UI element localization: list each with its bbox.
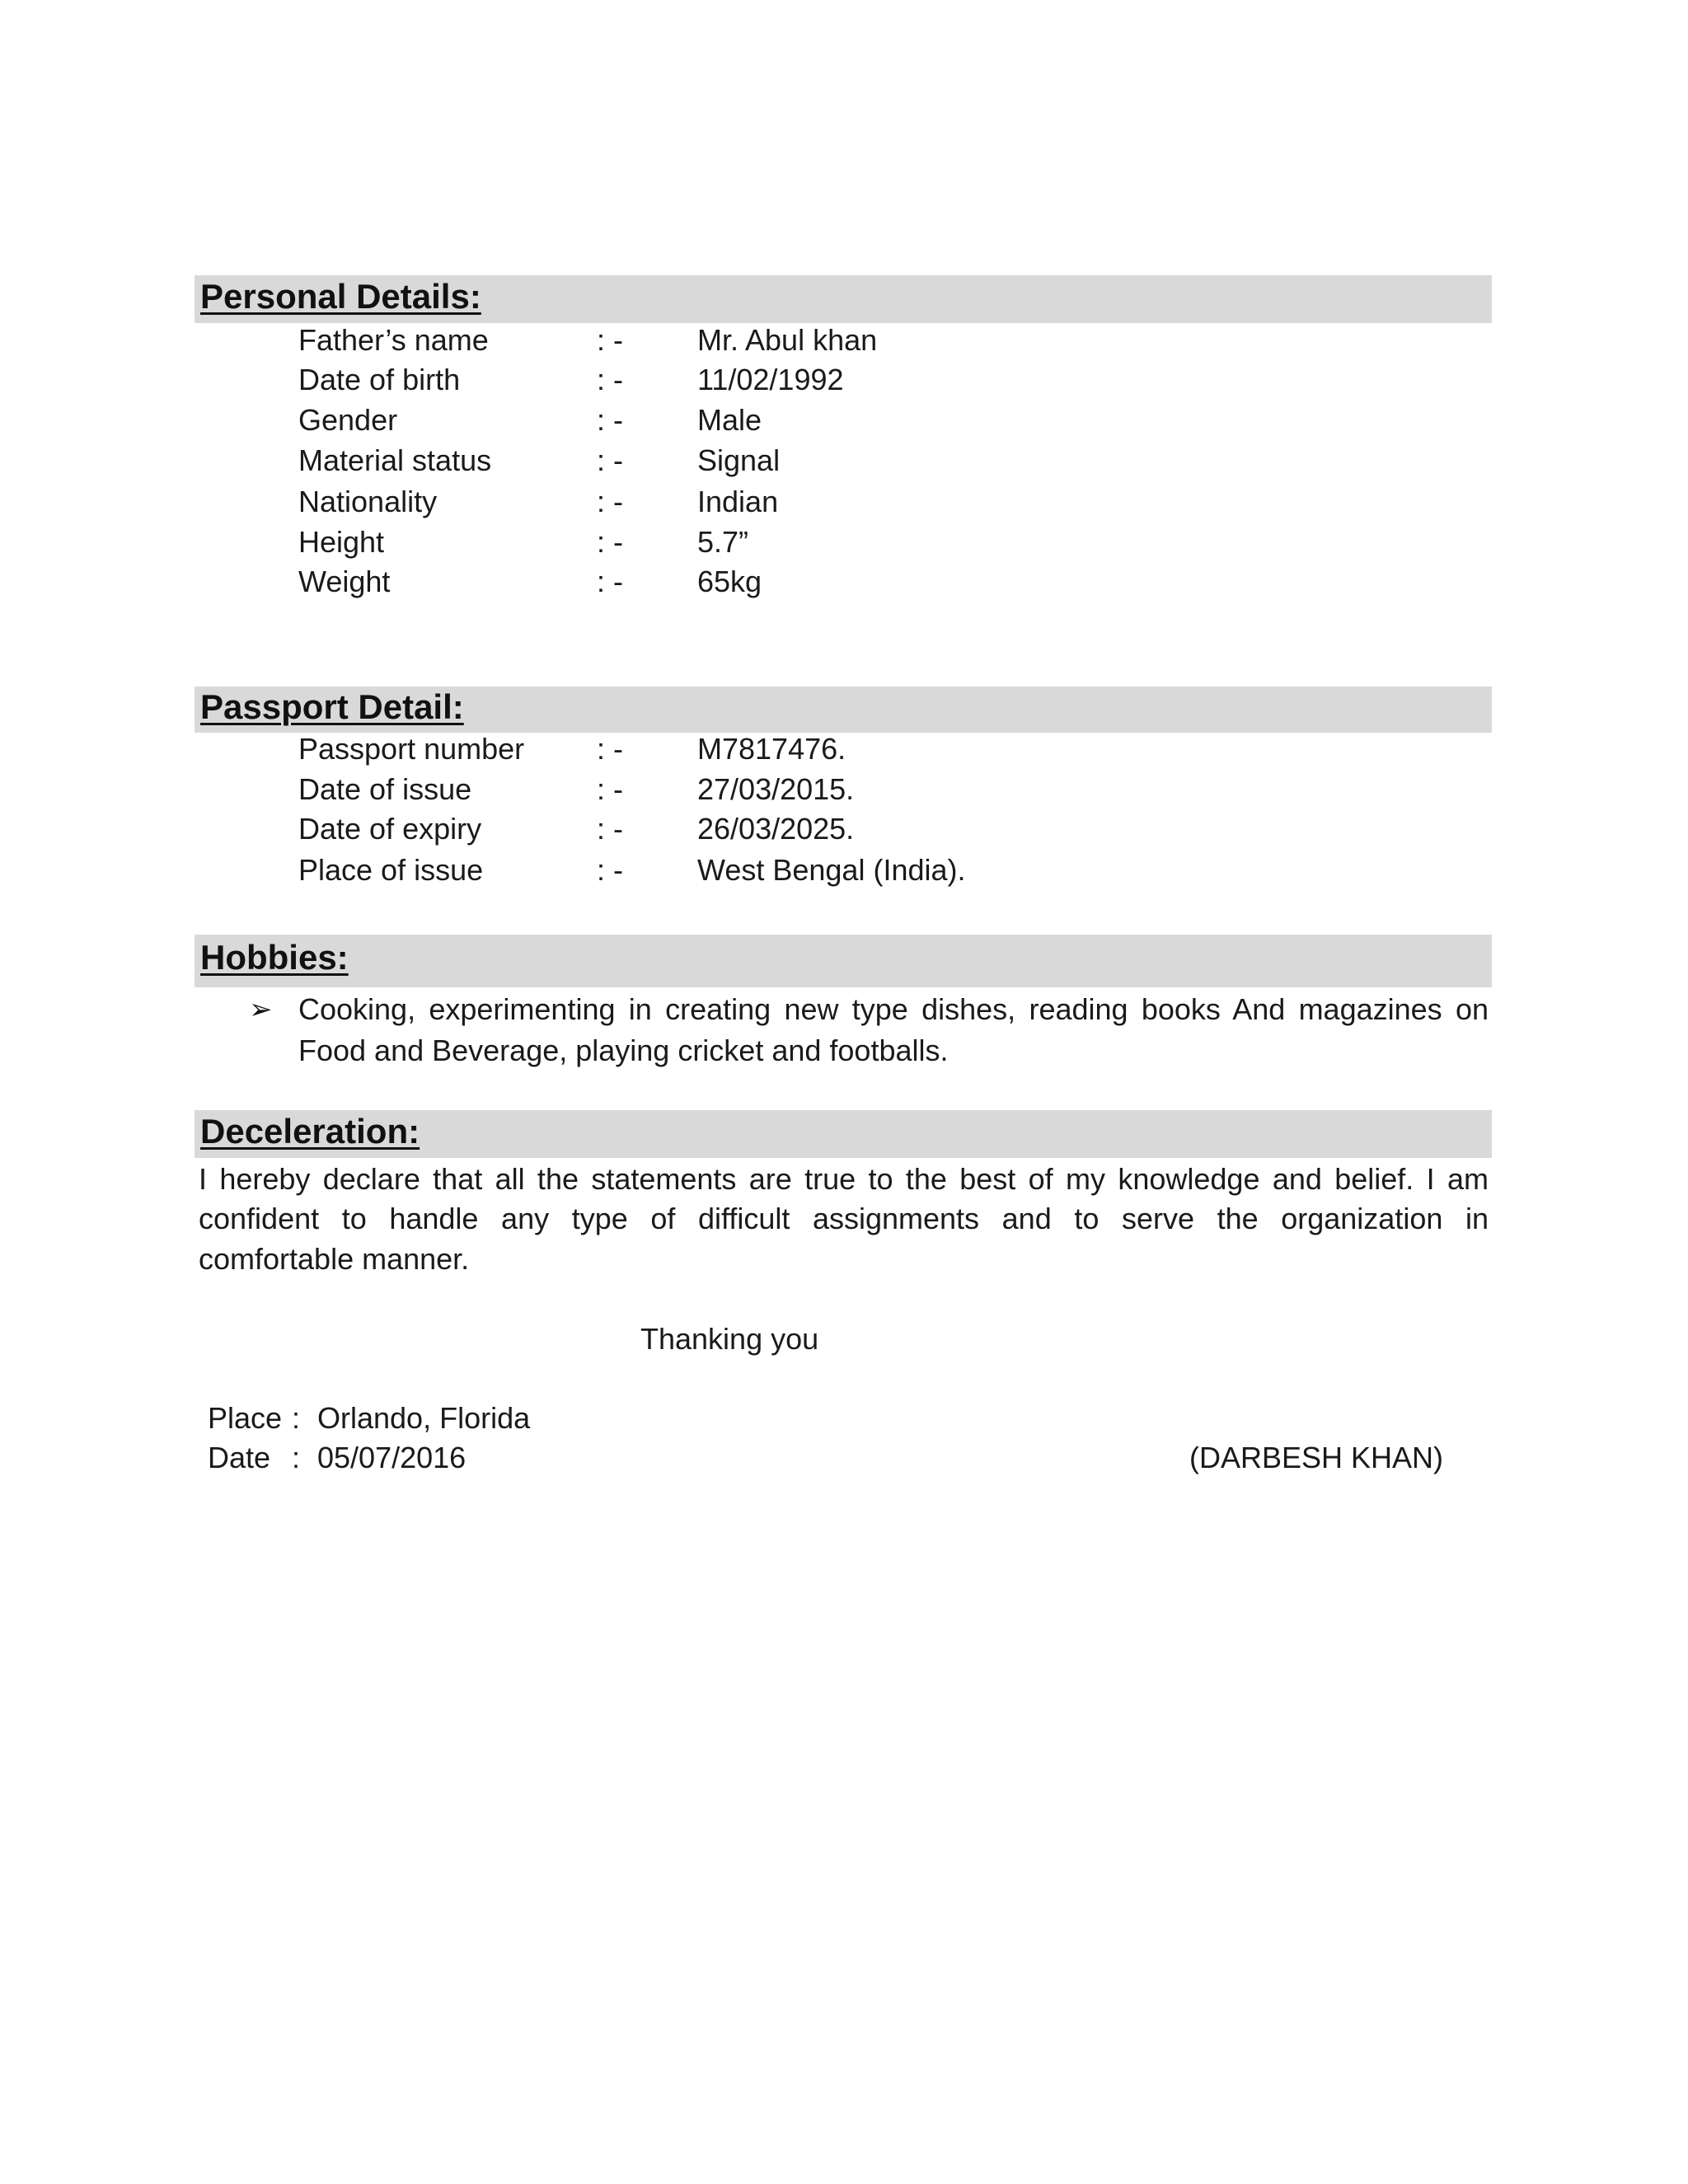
- row-label: Weight: [298, 565, 391, 598]
- passport-row-number: [0, 732, 1688, 773]
- row-value: 27/03/2015.: [697, 772, 855, 806]
- personal-row-date-of-birth: [0, 363, 1688, 404]
- declaration-text-line-2: confident to handle any type of difficult assignments and to serve the organization in: [199, 1202, 1489, 1235]
- row-value: 5.7”: [697, 525, 749, 559]
- row-label: Date of birth: [298, 363, 461, 396]
- date-separator: :: [292, 1441, 301, 1474]
- row-label: Date of expiry: [298, 812, 482, 846]
- row-separator: : -: [597, 363, 623, 396]
- signature-name: (DARBESH KHAN): [1189, 1441, 1444, 1474]
- row-separator: : -: [597, 485, 623, 518]
- date-label: Date: [208, 1441, 271, 1474]
- place-value: Orlando, Florida: [317, 1401, 531, 1435]
- row-label: Place of issue: [298, 853, 484, 887]
- personal-row-gender: [0, 403, 1688, 444]
- row-separator: : -: [597, 565, 623, 598]
- personal-row-nationality: [0, 485, 1688, 526]
- row-value: Indian: [697, 485, 779, 518]
- row-label: Date of issue: [298, 772, 472, 806]
- hobbies-heading: Hobbies:: [200, 938, 349, 977]
- row-label: Nationality: [298, 485, 438, 518]
- personal-row-weight: [0, 565, 1688, 606]
- personal-details-heading: Personal Details:: [200, 277, 481, 316]
- row-value: Signal: [697, 443, 781, 477]
- row-separator: : -: [597, 443, 623, 477]
- date-value: 05/07/2016: [317, 1441, 467, 1474]
- row-label: Material status: [298, 443, 492, 477]
- row-value: 65kg: [697, 565, 762, 598]
- personal-row-height: [0, 525, 1688, 566]
- place-separator: :: [292, 1401, 301, 1435]
- place-label: Place: [208, 1401, 283, 1435]
- row-separator: : -: [597, 732, 623, 766]
- arrow-bullet-icon: ➢: [249, 994, 273, 1025]
- passport-row-date-of-issue: [0, 772, 1688, 813]
- row-value: 11/02/1992: [697, 363, 844, 396]
- row-value: M7817476.: [697, 732, 846, 766]
- row-label: Father’s name: [298, 323, 489, 357]
- declaration-text-line-3: comfortable manner.: [199, 1242, 470, 1276]
- row-separator: : -: [597, 812, 623, 846]
- hobbies-bar: [195, 935, 1492, 987]
- row-separator: : -: [597, 403, 623, 437]
- place-row: [0, 1401, 1688, 1442]
- row-separator: : -: [597, 853, 623, 887]
- row-value: Mr. Abul khan: [697, 323, 878, 357]
- row-label: Height: [298, 525, 385, 559]
- row-value: Male: [697, 403, 762, 437]
- passport-row-date-of-expiry: [0, 812, 1688, 853]
- passport-detail-heading: Passport Detail:: [200, 687, 464, 726]
- personal-row-father-name: [0, 323, 1688, 364]
- row-label: Gender: [298, 403, 398, 437]
- row-separator: : -: [597, 323, 623, 357]
- declaration-text-line-1: I hereby declare that all the statements are true to the best of my knowledge and belief. I am: [199, 1162, 1489, 1196]
- thanking-you-text: Thanking you: [640, 1322, 819, 1356]
- row-label: Passport number: [298, 732, 525, 766]
- row-value: 26/03/2025.: [697, 812, 855, 846]
- hobbies-text-line-1: Cooking, experimenting in creating new type dishes, reading books And magazines on: [298, 992, 1489, 1026]
- personal-row-material-status: [0, 443, 1688, 485]
- row-value: West Bengal (India).: [697, 853, 966, 887]
- row-separator: : -: [597, 525, 623, 559]
- declaration-heading: Deceleration:: [200, 1112, 420, 1151]
- hobbies-text-line-2: Food and Beverage, playing cricket and footballs.: [298, 1033, 949, 1067]
- row-separator: : -: [597, 772, 623, 806]
- passport-row-place-of-issue: [0, 853, 1688, 894]
